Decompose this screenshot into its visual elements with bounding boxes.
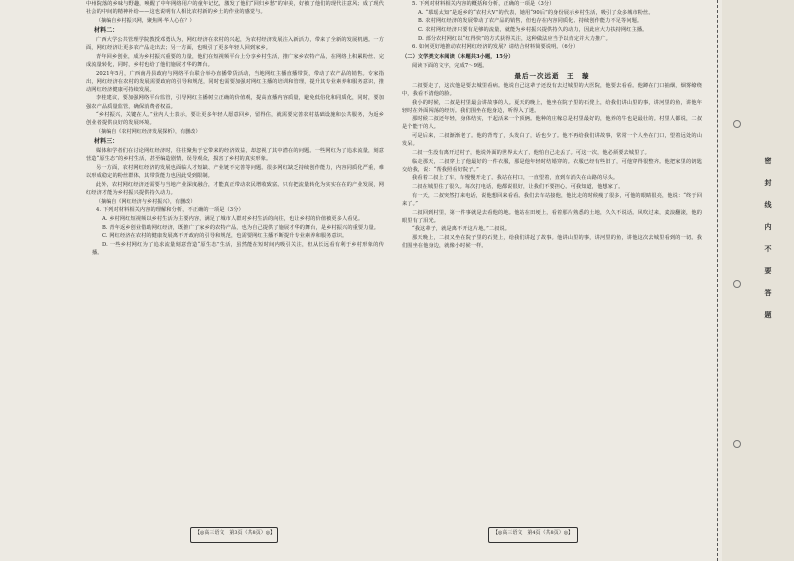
question-5-stem: 5. 下列对材料相关内容的概括和分析，正确的一项是（3分） <box>412 1 555 7</box>
reading-prompt: 阅读下面的文字，完成7～9题。 <box>412 62 488 69</box>
answer-option: C. 农村网红经济只要有足够的流量，就能为乡村振兴提供持久的动力，因此应大力扶持网红主播。 <box>418 27 648 34</box>
material-3-body <box>86 147 384 197</box>
seal-char: 要 <box>764 266 772 275</box>
question-4-options <box>86 215 384 257</box>
seal-char: 内 <box>764 222 772 231</box>
intro-section <box>86 0 384 16</box>
story-paragraph: “我这辈子，就是离不开这片地。”二叔说。 <box>412 226 511 233</box>
story-paragraph: 那时候二叔还年轻，身体结实，干起活来一个顶俩。他种的庄稼总是村里最好的，他养的牛也是最壮的。村里人都说，二叔是个能干的人。 <box>402 116 702 131</box>
seal-char: 答 <box>764 288 772 297</box>
question-6: 6. 如何更好地推动农村网红经济的发展？请结合材料简要说明。（6分） <box>412 44 579 51</box>
seal-dashed-line <box>717 0 719 561</box>
paragraph: 此外，农村网红经济还需要与当地产业深度融合，才能真正带动农民增收致富。只有把流量转化为实实在在的产业发展，网红经济才能为乡村振兴提供持久动力。 <box>86 181 384 196</box>
material-3-heading: 材料三： <box>94 138 119 146</box>
answer-option: C. 网红经济在农村的健康发展离不开政府的引导和规范，也需要网红主播不断提升专业素养和服务意识。 <box>102 233 348 240</box>
source-3: （摘编自《网红经济与乡村振兴》，有删改） <box>96 198 196 205</box>
story-paragraph: 二叔回到村里，第一件事就是去看他的地。他站在田埂上，看着那片熟悉的土地，久久不说话。风吹过来，麦浪翻滚，他的眼里有了泪光。 <box>402 209 702 224</box>
story-paragraph: 二叔一生没有离开过村子，他说外面的世界太大了，他怕自己走丢了。可这一次，他必须要去城里了。 <box>412 149 650 156</box>
answer-option: B. 青年返乡创业借助网红经济，既推广了家乡的农特产品，也为自己提供了施展才华的舞台，是乡村振兴的重要力量。 <box>102 224 380 231</box>
answer-option: A. “慕瑶太知”是返乡的“农村大V”的代表，她用“90后”的身份展示乡村生活，吸引了众多城市粉丝。 <box>418 9 654 16</box>
left-column <box>86 0 384 561</box>
page-footer-left: 【◎高三语文 第3页（共8页）◎】 <box>190 527 278 543</box>
story-paragraph: 可是后来，二叔渐渐老了。他的背弯了，头发白了，话也少了。他不再给我们讲故事，常常一个人坐在门口，望着远处的山发呆。 <box>402 133 702 148</box>
story-title: 最后一次远逝 王 璇 <box>514 71 590 80</box>
seal-strip <box>722 0 794 561</box>
question-4-stem: 4. 下列对材料相关内容的理解和分析，不正确的一项是（3分） <box>96 207 244 214</box>
material-2-body <box>86 36 384 127</box>
story-paragraph: 二叔要走了，这次他是要去城里看病。他说自己这辈子还没有去过城里的大医院，他要去看看。他蹲在门口抽烟，烟雾缭绕中，我看不清他的脸。 <box>402 82 702 97</box>
seal-char: 线 <box>764 200 772 209</box>
paragraph: “乡村振兴，关键在人。”业内人士表示，要让更多年轻人愿意回乡，留得住，就需要完善农村基础设施和公共服务，为返乡创业者提供良好的发展环境。 <box>86 112 384 127</box>
page-footer-right: 【◎高三语文 第4页（共8页）◎】 <box>488 527 578 543</box>
paragraph: 2021年5月，广西南丹县政府与网络平台联合举办直播带货活动，当地网红主播直播带货，带动了农产品的销售。专家指出，网红经济在农村的发展需要政府的引导和规范，同时也需要加强对网红主播的培训和管理，提升其专业素养和服务意识，推动网红经济健康可持续发展。 <box>86 70 384 93</box>
source-1: （摘编自乡村振兴网，聚焦网·华人心在？） <box>96 17 195 24</box>
right-column <box>402 0 702 561</box>
story-paragraph: 二叔在城里住了很久。每次打电话，他都说很好，让我们不要担心。可我知道，他想家了。 <box>412 184 624 191</box>
answer-option: B. 农村网红经济的发展带动了农产品的销售，但也存在内容同质化、持续创作能力不足等问题。 <box>418 18 643 25</box>
story-paragraph: 我看着二叔上了车，车慢慢开走了。我站在村口，一直望着，直到车消失在山路的尽头。 <box>412 175 619 182</box>
paragraph: 媒体和学者们在讨论网红经济时，往往聚焦于它带来的经济效益，却忽视了其中潜在的问题。一些网红为了追求流量，刻意营造“原生态”的乡村生活，甚至编造剧情，误导观众，损害了乡村的真实形象。 <box>86 148 384 163</box>
answer-option: D. 一些乡村网红为了追求流量刻意营造“原生态”生活，虽然能在短时间内吸引关注，但从长远看有利于乡村形象的传播。 <box>92 241 384 257</box>
paragraph: 中州院落的乡味与野趣，唤醒了中年网络用户的童年记忆，激发了他们“回归乡愁”的审美，好被了他们的现代注意风；成了现代社会的中间的精神补给——这也说明有人相比农村新的乡土的作业的感觉与。 <box>86 1 384 16</box>
binding-hole-icon <box>733 440 741 448</box>
seal-char: 密 <box>764 156 772 165</box>
source-2: （摘编自《农村网红经济发展探析》，有删改） <box>96 128 201 135</box>
paragraph: 青年回乡创业，成为乡村振兴重要的力量，他们在短视频平台上分享乡村生活，推广家乡农特产品，在网络上积累粉丝、完成流量转化，同时，乡村也给了他们施展才华的舞台。 <box>86 53 384 68</box>
story-paragraph: 有一天，二叔突然打来电话，说他想回来看看。我们去车站接他，他比走的时候瘦了很多，可他的眼睛很亮，他说：“终于回来了。” <box>402 192 702 207</box>
story-paragraph: 临走那天，二叔穿上了他最好的一件衣服，那是他年轻时结婚穿的。衣服已经有些旧了，可他穿得很整齐。他把家里的钥匙交给我，说：“帮我照看好院子。” <box>402 158 702 173</box>
answer-option: A. 乡村网红短视频以乡村生活为主要内容，满足了城市人群对乡村生活的向往，也让乡村的价值被更多人看见。 <box>102 215 364 222</box>
question-5-options <box>402 9 702 43</box>
material-2-heading: 材料二： <box>94 26 119 34</box>
binding-hole-icon <box>733 120 741 128</box>
seal-char: 封 <box>764 178 772 187</box>
paragraph: 广西大学公共管理学院教授邓勇认为，网红经济在农村的兴起，为农村经济发展注入新活力，带来了全新的发展机遇。一方面，网红经济让更多农产品走出去；另一方面，也吸引了更多年轻人回到家乡。 <box>86 36 384 52</box>
seal-char: 不 <box>764 244 772 253</box>
seal-char: 题 <box>764 310 772 319</box>
section-heading: （二）文学类文本阅读（本题共3小题，15分） <box>402 53 514 60</box>
story-body <box>402 82 702 250</box>
paragraph: 李桂建议，要加强网络平台监管，引导网红主播树立正确的价值观，提高直播内容质量，避免低俗化和同质化，同时，要加强农产品质量监管，确保消费者权益。 <box>86 95 384 110</box>
story-paragraph: 我小的时候，二叔是村里最会讲故事的人。夏天的晚上，他坐在院子里的石凳上，给我们讲山里的事，讲河里的鱼，讲他年轻时在外面闯荡的经历。我们围坐在他身边，听得入了迷。 <box>402 99 702 114</box>
paragraph: 另一方面，农村网红经济的发展也面临人才短缺、产业链不完善等问题。很多网红缺乏持续创作能力，内容同质化严重，难以形成稳定的粉丝群体，其带货能力也因此受到限制。 <box>86 164 384 180</box>
binding-hole-icon <box>733 280 741 288</box>
seal-notice <box>762 150 774 326</box>
answer-option: D. 部分农村网红以“红得快”的方式获得关注，这种做法应当予以肯定并大力推广。 <box>418 35 611 42</box>
story-paragraph: 那天晚上，二叔又坐在院子里的石凳上，给我们讲起了故事。他讲山里的事，讲河里的鱼，讲他这次去城里看到的一切。我们围坐在他身边，就像小时候一样。 <box>402 235 702 250</box>
